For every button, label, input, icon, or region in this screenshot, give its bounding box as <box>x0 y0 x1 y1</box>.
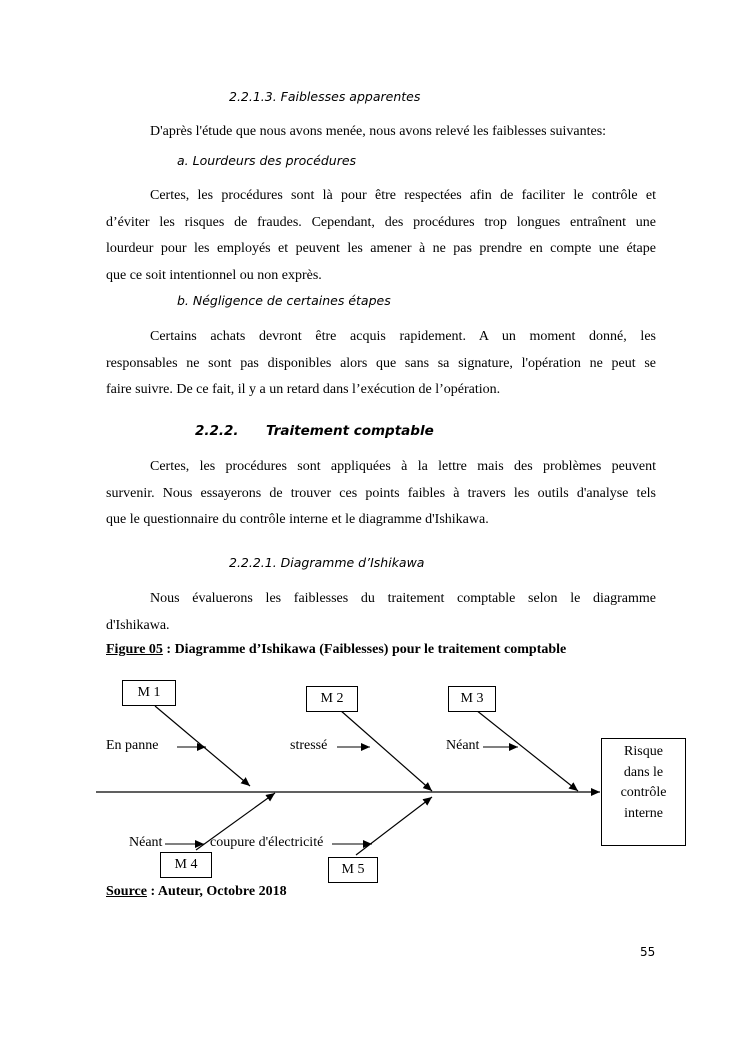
effect-line: dans le <box>623 764 664 780</box>
box-m5: M 5 <box>328 857 378 883</box>
effect-line: contrôle <box>620 785 667 800</box>
paragraph-line: d'Ishikawa. <box>106 617 170 633</box>
paragraph-line: Certes, les procédures sont là pour être respectées afin de faciliter le contrôle et <box>150 188 656 203</box>
box-m4: M 4 <box>160 852 212 878</box>
heading-2-2-2-title: Traitement comptable <box>266 423 434 439</box>
cause-en-panne: En panne <box>106 738 159 753</box>
cause-neant-top: Néant <box>446 738 480 753</box>
paragraph-line: Certains achats devront être acquis rapidement. A un moment donné, les <box>150 329 656 344</box>
cause-neant-bottom: Néant <box>129 835 163 850</box>
subheading-b: b. Négligence de certaines étapes <box>177 293 391 308</box>
bone-m1 <box>155 706 250 786</box>
source-text: : Auteur, Octobre 2018 <box>146 884 287 899</box>
box-m2: M 2 <box>306 686 358 712</box>
subheading-a: a. Lourdeurs des procédures <box>177 153 357 168</box>
bone-m3 <box>476 710 578 791</box>
paragraph-line: survenir. Nous essayerons de trouver ces points faibles à travers les outils d'analyse tels <box>106 485 656 501</box>
effect-line: Risque <box>624 744 663 759</box>
paragraph-line: Nous évaluerons les faiblesses du traitement comptable selon le diagramme <box>150 591 656 606</box>
paragraph-line: que ce soit intentionnel ou non exprès. <box>106 267 322 283</box>
bone-m2 <box>340 710 432 791</box>
paragraph-line: d’éviter les risques de fraudes. Cependant, des procédures trop longues entraînent une <box>106 214 656 230</box>
figure-caption-text: : Diagramme d’Ishikawa (Faiblesses) pour le traitement comptable <box>162 642 567 657</box>
paragraph-line: Certes, les procédures sont appliquées à la lettre mais des problèmes peuvent <box>150 459 656 474</box>
box-m3: M 3 <box>448 686 496 712</box>
cause-stresse: stressé <box>290 738 328 753</box>
figure-source <box>106 884 287 900</box>
figure-label: Figure 05 <box>106 642 163 657</box>
heading-2-2-2-number: 2.2.2. <box>195 423 239 439</box>
paragraph-line: que le questionnaire du contrôle interne et le diagramme d'Ishikawa. <box>106 512 489 527</box>
effect-box <box>601 738 686 846</box>
paragraph-line: lourdeur pour les employés et peuvent les amener à ne pas prendre en compte une étape <box>106 241 656 256</box>
effect-line: interne <box>624 805 663 821</box>
bone-m5 <box>356 797 432 855</box>
heading-2-2-2-1: 2.2.2.1. Diagramme d’Ishikawa <box>229 555 425 570</box>
paragraph-line: faire suivre. De ce fait, il y a un retard dans l’exécution de l’opération. <box>106 382 501 397</box>
cause-coupure: coupure d'électricité <box>210 835 324 850</box>
heading-2-2-1-3: 2.2.1.3. Faiblesses apparentes <box>229 89 421 104</box>
source-label: Source <box>106 884 147 899</box>
intro-paragraph: D'après l'étude que nous avons menée, nous avons relevé les faiblesses suivantes: <box>150 124 607 139</box>
paragraph-line: responsables ne sont pas disponibles alors que sans sa signature, l'opération ne peut se <box>106 355 656 371</box>
page-number: 55 <box>640 945 656 959</box>
box-m1: M 1 <box>122 680 176 706</box>
